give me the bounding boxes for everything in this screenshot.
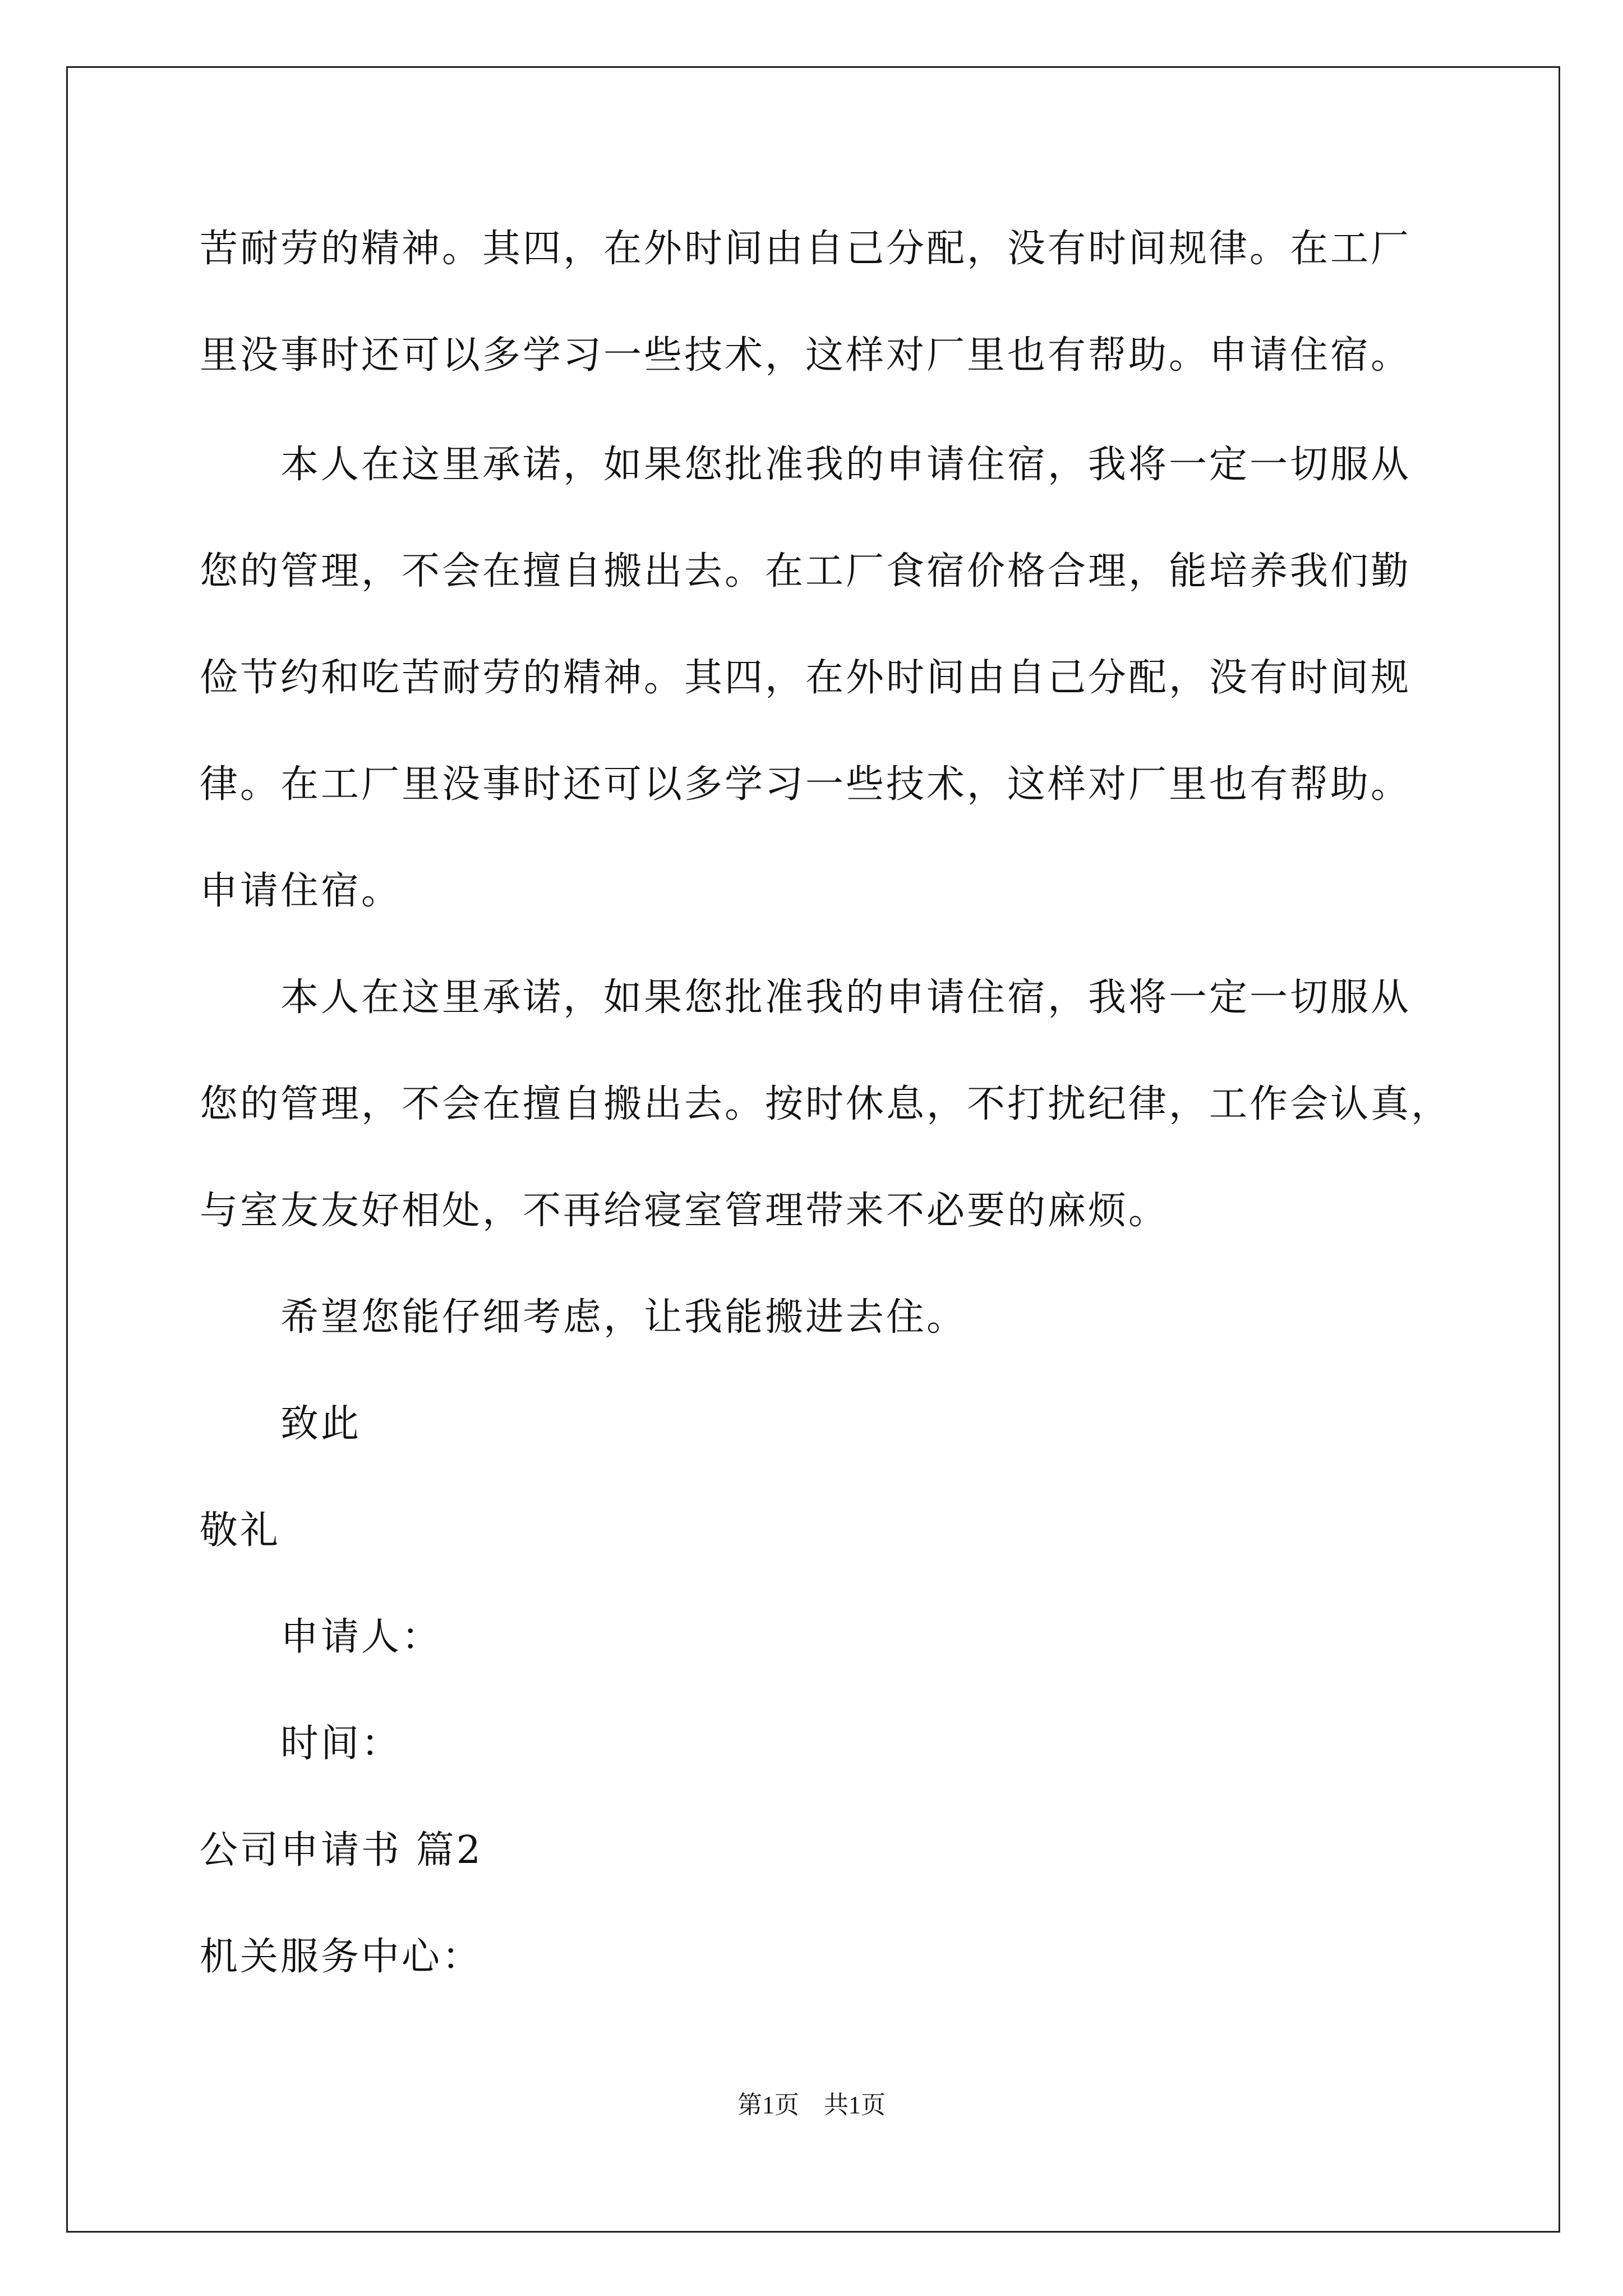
page-border xyxy=(66,66,1560,2233)
body-line-8: 本人在这里承诺，如果您批准我的申请住宿，我将一定一切服从 xyxy=(280,976,1412,1020)
recipient-line: 机关服务中心： xyxy=(200,1935,483,1979)
body-line-3: 本人在这里承诺，如果您批准我的申请住宿，我将一定一切服从 xyxy=(280,443,1412,487)
body-line-4: 您的管理，不会在擅自搬出去。在工厂食宿价格合理，能培养我们勤 xyxy=(200,549,1412,593)
closing-greeting: 致此 xyxy=(280,1402,362,1446)
body-line-9: 您的管理，不会在擅自搬出去。按时休息，不打扰纪律，工作会认真， xyxy=(200,1082,1452,1126)
body-line-1: 苦耐劳的精神。其四，在外时间由自己分配，没有时间规律。在工厂 xyxy=(200,227,1412,271)
page-number: 第1页 共1页 xyxy=(737,2091,886,2119)
date-label: 时间： xyxy=(280,1722,402,1766)
applicant-label: 申请人： xyxy=(280,1615,442,1659)
body-line-6: 律。在工厂里没事时还可以多学习一些技术，这样对厂里也有帮助。 xyxy=(200,762,1412,807)
body-line-11: 希望您能仔细考虑，让我能搬进去住。 xyxy=(280,1295,967,1340)
body-line-5: 俭节约和吃苦耐劳的精神。其四，在外时间由自己分配，没有时间规 xyxy=(200,656,1412,700)
body-line-7: 申请住宿。 xyxy=(200,869,402,913)
body-line-10: 与室友友好相处，不再给寝室管理带来不必要的麻烦。 xyxy=(200,1189,1169,1233)
closing-salute: 敬礼 xyxy=(200,1508,281,1553)
body-line-2: 里没事时还可以多学习一些技术，这样对厂里也有帮助。申请住宿。 xyxy=(200,333,1412,378)
section-heading: 公司申请书 篇2 xyxy=(200,1828,483,1872)
